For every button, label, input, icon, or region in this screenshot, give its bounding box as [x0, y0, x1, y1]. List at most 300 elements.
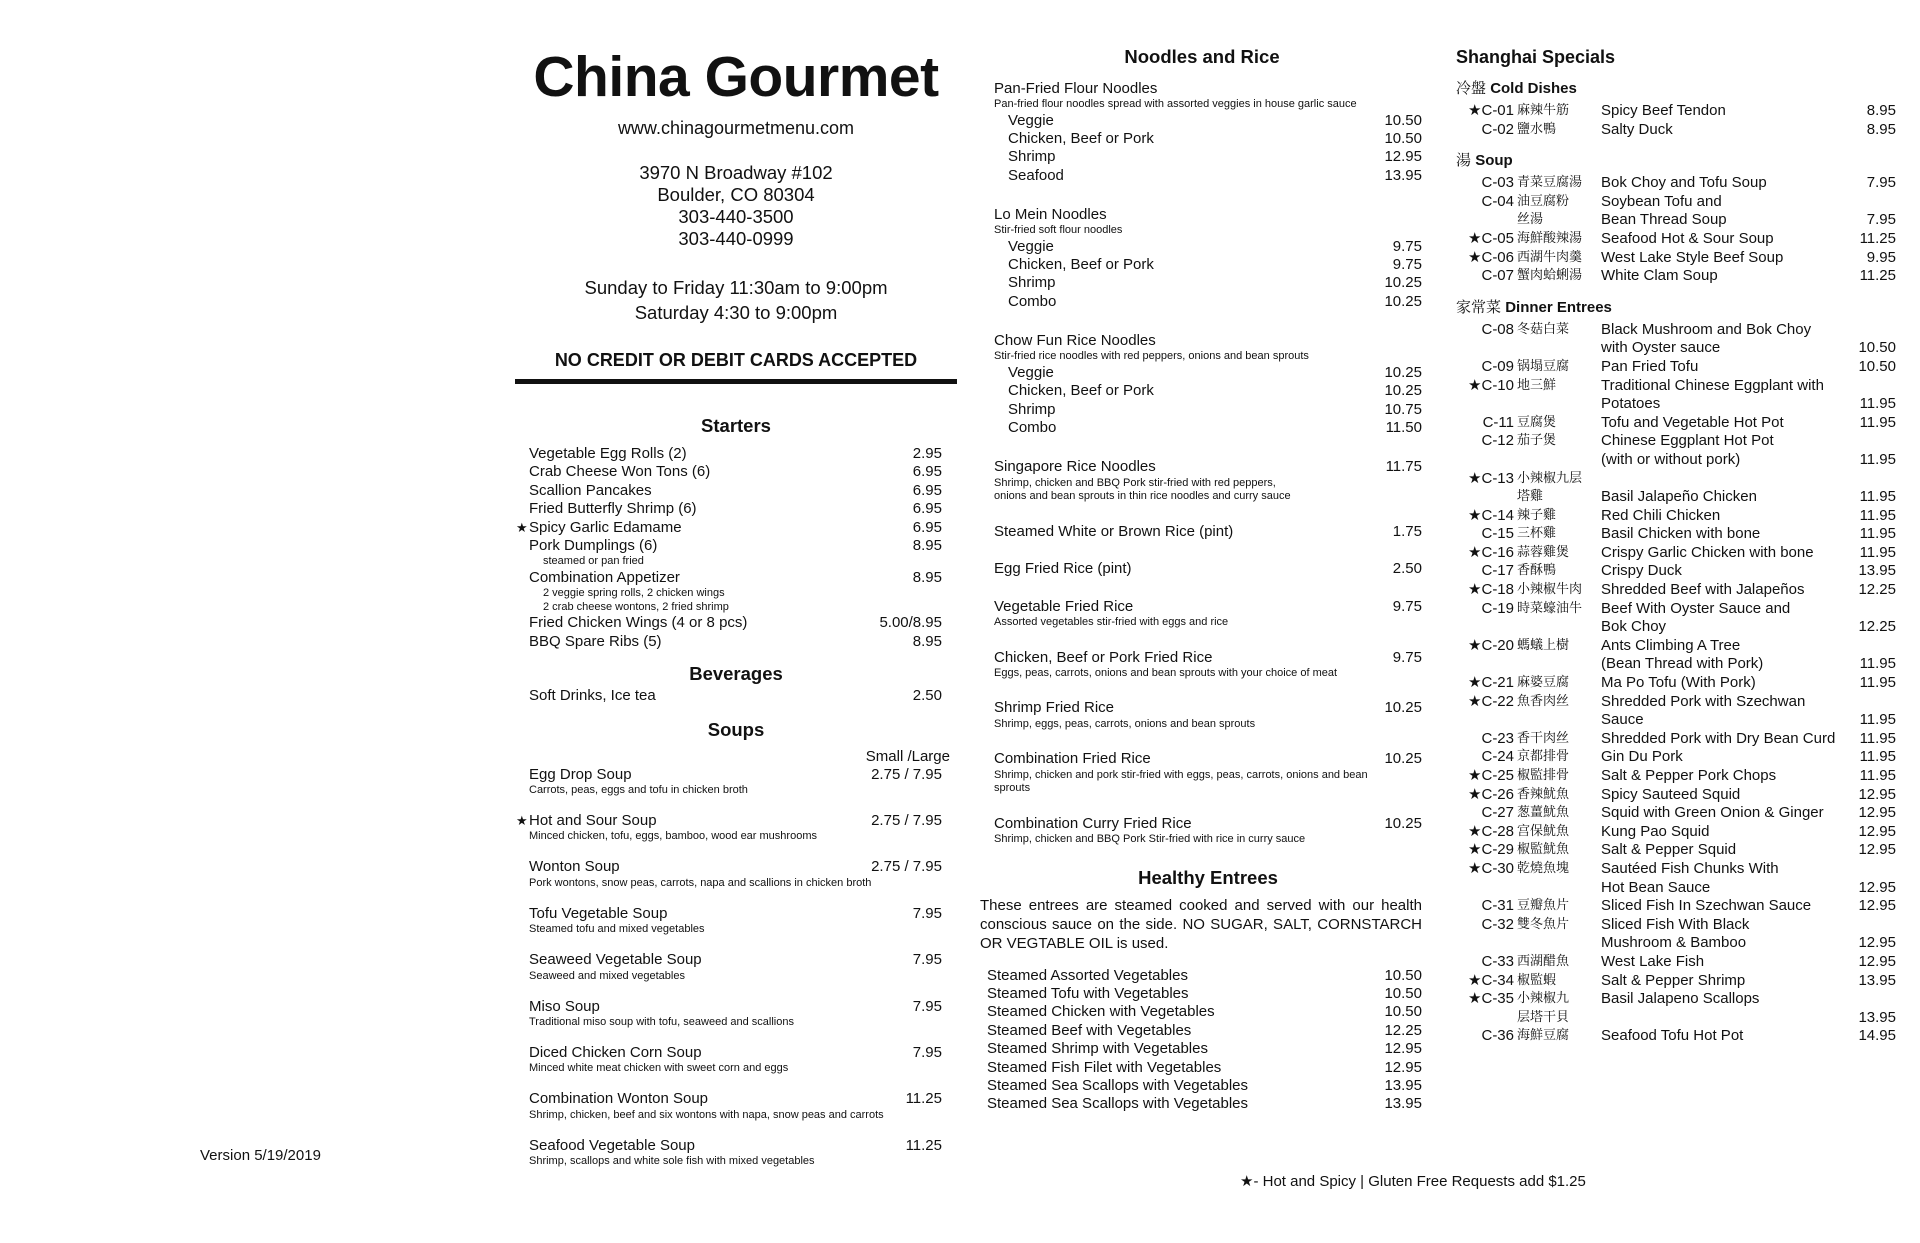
item-name-zh: 豆瓣魚片 — [1517, 898, 1570, 914]
restaurant-website: www.chinagourmetmenu.com — [617, 118, 855, 138]
item-code — [1456, 693, 1516, 712]
menu-item — [987, 1040, 1422, 1058]
soup-item — [529, 998, 942, 1030]
item-name-en: Seafood Tofu Hot Pot — [1601, 1027, 1744, 1045]
item-code — [1456, 414, 1516, 433]
item-price: 12.25 — [1384, 1021, 1422, 1039]
menu-item — [529, 482, 942, 500]
item-name-zh — [1516, 711, 1601, 730]
item-price: 12.95 — [1384, 1058, 1422, 1076]
item-name-en: Basil Chicken with bone — [1601, 525, 1761, 543]
item-name: Steamed Assorted Vegetables — [987, 966, 1188, 984]
star-icon: ★ — [1468, 822, 1482, 840]
soup-item — [516, 811, 942, 844]
item-name-zh — [1516, 934, 1601, 953]
section-title-starters: Starters — [701, 415, 771, 436]
special-item — [1456, 321, 1896, 358]
menu-item — [994, 112, 1422, 130]
special-item — [1456, 916, 1896, 953]
menu-item — [994, 401, 1422, 419]
rice-item — [994, 523, 1422, 541]
item-price: 11.50 — [1385, 418, 1422, 436]
special-item — [1456, 544, 1896, 563]
item-name-zh: 冬菇白菜 — [1517, 321, 1570, 337]
item-name: Steamed White or Brown Rice (pint) — [994, 522, 1234, 540]
item-code-text: C-23 — [1481, 729, 1514, 747]
special-item — [1456, 174, 1896, 193]
menu-item — [994, 130, 1422, 148]
item-name-en: Bean Thread Soup — [1601, 211, 1727, 229]
menu-item — [529, 633, 942, 651]
menu-item — [987, 967, 1422, 985]
item-code-text: C-06 — [1481, 248, 1514, 266]
item-price: 2.75 / 7.95 — [871, 858, 942, 876]
special-item — [1456, 897, 1896, 916]
item-name: Egg Fried Rice (pint) — [994, 560, 1132, 578]
item-price: 10.25 — [1384, 274, 1422, 292]
item-price: 8.95 — [912, 632, 942, 650]
item-name-en: Sliced Fish In Szechwan Sauce — [1601, 897, 1812, 915]
item-price: 11.95 — [1859, 413, 1896, 431]
item-name: Seaweed Vegetable Soup — [529, 951, 702, 969]
item-name-en: Salty Duck — [1601, 120, 1673, 138]
section-title-soups: Soups — [707, 718, 765, 740]
item-price: 11.95 — [1859, 450, 1896, 468]
item-price: 2.50 — [912, 687, 942, 705]
payment-notice: NO CREDIT OR DEBIT CARDS ACCEPTED — [554, 350, 918, 370]
star-icon: ★ — [1468, 636, 1482, 654]
item-name-en: Chinese Eggplant Hot Pot — [1601, 432, 1774, 450]
menu-item — [994, 256, 1422, 274]
item-code — [1456, 600, 1516, 619]
item-name-en: Crispy Duck — [1601, 562, 1682, 580]
item-name: Veggie — [1008, 363, 1054, 381]
item-code — [1456, 841, 1516, 860]
menu-item — [994, 364, 1422, 382]
menu-item — [994, 458, 1422, 476]
group-name: Lo Mein Noodles — [994, 206, 1107, 224]
item-price: 10.25 — [1384, 382, 1422, 400]
star-icon: ★ — [1468, 859, 1482, 877]
menu-item — [529, 500, 942, 518]
item-name: Vegetable Egg Rolls (2) — [529, 445, 687, 462]
item-name-zh: 葱薑魷魚 — [1517, 805, 1570, 821]
special-item — [1456, 377, 1896, 414]
item-code-text: C-16 — [1481, 543, 1514, 561]
menu-item — [994, 148, 1422, 166]
item-price: 11.95 — [1859, 674, 1896, 692]
item-code — [1456, 581, 1516, 600]
item-price: 10.50 — [1384, 1003, 1422, 1021]
item-code — [1456, 525, 1516, 544]
item-name-en: Salt & Pepper Squid — [1601, 841, 1737, 859]
item-code — [1456, 953, 1516, 972]
item-code-spacer — [1456, 711, 1516, 730]
item-code-text: C-27 — [1481, 804, 1514, 822]
special-item — [1456, 748, 1896, 767]
item-code-text: C-08 — [1481, 320, 1514, 338]
item-name-en: Basil Jalapeno Scallops — [1601, 990, 1760, 1008]
subsection-title-en: Dinner Entrees — [1505, 298, 1612, 316]
item-price: 7.95 — [912, 904, 942, 922]
item-price: 10.25 — [1384, 699, 1422, 717]
menu-item — [987, 1095, 1422, 1113]
menu-item — [987, 985, 1422, 1003]
subsection-title-en: Cold Dishes — [1490, 80, 1577, 97]
item-code — [1456, 321, 1516, 340]
item-code-text: C-24 — [1481, 748, 1514, 766]
item-name: Steamed Sea Scallops with Vegetables — [987, 1077, 1248, 1095]
special-item — [1456, 102, 1896, 121]
item-name-zh: 香辣魷魚 — [1517, 786, 1570, 802]
item-price: 13.95 — [1384, 1095, 1422, 1113]
item-code — [1456, 916, 1516, 935]
item-code-text: C-25 — [1481, 767, 1514, 784]
subsection-title — [1456, 298, 1896, 318]
special-item — [1456, 786, 1896, 805]
item-price: 9.75 — [1392, 237, 1422, 255]
item-code-spacer — [1456, 488, 1516, 507]
menu-item — [516, 518, 942, 537]
menu-item — [994, 238, 1422, 256]
item-name-zh: 麻婆豆腐 — [1517, 675, 1570, 691]
special-item — [1456, 414, 1896, 433]
item-name: Chicken, Beef or Pork — [1008, 382, 1154, 400]
item-price: 8.95 — [1866, 120, 1896, 138]
item-name-en: Sliced Fish With Black — [1601, 915, 1750, 933]
item-name-en: Mushroom & Bamboo — [1601, 934, 1747, 952]
item-price: 12.95 — [1858, 897, 1896, 915]
item-name-en: Pan Fried Tofu — [1601, 357, 1699, 375]
soup-item — [529, 905, 942, 937]
group-description: Stir-fried rice noodles with red peppers, onions and bean sprouts — [994, 350, 1309, 363]
item-name: Combination Curry Fried Rice — [994, 814, 1192, 832]
item-price: 11.95 — [1859, 729, 1896, 747]
item-name-zh: 茄子煲 — [1517, 433, 1557, 449]
subsection-title-en: Soup — [1475, 152, 1513, 170]
item-price: 6.95 — [912, 500, 942, 518]
item-price: 12.25 — [1858, 618, 1896, 636]
subsection-title-zh: 冷盤 — [1456, 80, 1487, 97]
item-name: Chicken, Beef or Pork Fried Rice — [994, 648, 1213, 666]
section-title-healthy: Healthy Entrees — [1138, 866, 1278, 888]
special-item — [1456, 990, 1896, 1027]
item-name-zh: 海鮮豆腐 — [1517, 1028, 1570, 1044]
item-name-zh — [1516, 451, 1601, 470]
soup-item — [529, 766, 942, 798]
item-price: 12.95 — [1858, 804, 1896, 822]
menu-item — [529, 445, 942, 463]
menu-item — [987, 1022, 1422, 1040]
special-item — [1456, 804, 1896, 823]
item-price: 2.50 — [1392, 560, 1422, 578]
size-header: Small /Large — [865, 747, 950, 765]
item-price: 13.95 — [1384, 166, 1422, 184]
item-name-zh: 香酥鴨 — [1517, 563, 1557, 579]
item-code — [1456, 823, 1516, 842]
item-code-spacer — [1456, 211, 1516, 230]
star-icon: ★ — [516, 519, 528, 535]
special-item — [1456, 637, 1896, 674]
special-item — [1456, 249, 1896, 268]
item-price: 12.95 — [1858, 952, 1896, 970]
star-icon: ★ — [1468, 248, 1482, 266]
healthy-section — [978, 866, 1426, 1114]
soup-item — [529, 858, 942, 890]
menu-item — [529, 1044, 942, 1062]
item-code-text: C-33 — [1481, 952, 1514, 970]
item-code — [1456, 860, 1516, 879]
shanghai-list — [1456, 79, 1896, 1046]
item-name-en: Sauce — [1601, 711, 1644, 729]
item-name-en: (Bean Thread with Pork) — [1601, 655, 1764, 673]
item-description: Minced white meat chicken with sweet corn and eggs — [529, 1062, 789, 1075]
item-code-text: C-32 — [1481, 915, 1514, 933]
menu-item — [994, 560, 1422, 578]
item-code-text: C-29 — [1481, 841, 1514, 859]
item-price: 10.50 — [1384, 966, 1422, 984]
item-price: 11.95 — [1859, 506, 1896, 524]
item-description: Steamed tofu and mixed vegetables — [529, 923, 705, 936]
item-name-en: Seafood Hot & Sour Soup — [1601, 229, 1774, 247]
item-code-text: C-18 — [1481, 581, 1514, 599]
item-price: 12.25 — [1858, 581, 1896, 599]
menu-item — [529, 687, 942, 705]
item-price: 9.75 — [1392, 256, 1422, 274]
hours-line: Saturday 4:30 to 9:00pm — [634, 302, 838, 323]
item-name-en: Black Mushroom and Bok Choy — [1601, 320, 1812, 338]
special-item — [1456, 1027, 1896, 1046]
item-name-en: Hot Bean Sauce — [1601, 878, 1711, 896]
item-name-en — [1601, 1009, 1850, 1028]
item-name: Crab Cheese Won Tons (6) — [529, 463, 711, 481]
beverages-list — [515, 687, 957, 705]
item-name-zh: 鹽水鴨 — [1517, 121, 1557, 137]
menu-item — [994, 699, 1422, 717]
star-icon: ★ — [1468, 767, 1482, 784]
star-icon: ★ — [1468, 376, 1482, 394]
item-code-text: C-03 — [1481, 174, 1514, 192]
item-name-zh: 辣子雞 — [1517, 507, 1557, 523]
item-price: 12.95 — [1858, 934, 1896, 952]
item-price: 6.95 — [912, 518, 942, 536]
item-description: Shrimp, chicken and BBQ Pork Stir-fried with rice in curry sauce — [994, 833, 1306, 846]
item-code — [1456, 897, 1516, 916]
item-name-zh: 蒜蓉雞煲 — [1517, 544, 1570, 560]
star-icon: ★ — [1468, 102, 1482, 119]
soup-item — [529, 1044, 942, 1076]
item-price: 7.95 — [1866, 174, 1896, 192]
item-name-en: Gin Du Pork — [1601, 748, 1683, 766]
special-item — [1456, 581, 1896, 600]
item-code — [1456, 990, 1516, 1009]
star-icon: ★ — [1240, 1173, 1254, 1190]
item-name-zh: 地三鮮 — [1517, 377, 1557, 393]
item-name: Steamed Shrimp with Vegetables — [987, 1040, 1208, 1058]
left-column — [515, 0, 957, 1183]
item-name-en: Sautéed Fish Chunks With — [1601, 859, 1779, 877]
special-item — [1456, 972, 1896, 991]
item-price: 5.00/8.95 — [879, 614, 942, 632]
rice-item — [994, 560, 1422, 578]
item-name-zh: 油豆腐粉 — [1517, 193, 1570, 209]
section-title-noodles: Noodles and Rice — [1124, 46, 1280, 67]
item-price: 11.95 — [1859, 488, 1896, 506]
item-code — [1456, 972, 1516, 991]
item-name-en: Traditional Chinese Eggplant with — [1601, 376, 1824, 394]
item-code-text: C-12 — [1481, 432, 1514, 450]
item-code-spacer — [1456, 451, 1516, 470]
group-description: Stir-fried soft flour noodles — [994, 224, 1123, 237]
item-description: 2 veggie spring rolls, 2 chicken wings — [543, 587, 725, 600]
item-price: 12.95 — [1858, 785, 1896, 803]
item-name-zh: 魚香肉丝 — [1517, 693, 1570, 709]
menu-item — [994, 382, 1422, 400]
item-price: 10.25 — [1384, 292, 1422, 310]
item-price: 7.95 — [912, 997, 942, 1015]
item-name: Tofu Vegetable Soup — [529, 904, 668, 922]
item-name: Spicy Garlic Edamame ★ — [516, 518, 682, 536]
item-code-text: C-36 — [1481, 1027, 1514, 1045]
item-name-en: Spicy Sauteed Squid — [1601, 785, 1741, 803]
item-code-text: C-01 — [1481, 102, 1514, 119]
menu-item — [529, 858, 942, 876]
menu-item — [529, 463, 942, 481]
item-code — [1456, 637, 1516, 656]
item-code — [1456, 470, 1516, 489]
item-name-zh: 锅塌豆腐 — [1517, 358, 1570, 374]
item-description: Shrimp, scallops and white sole fish with mixed vegetables — [529, 1155, 815, 1168]
item-name-zh: 時菜蠔油牛 — [1517, 600, 1583, 616]
item-description: Shrimp, chicken and pork stir-fried with eggs, peas, carrots, onions and bean — [994, 768, 1368, 781]
item-code — [1456, 377, 1516, 396]
menu-item — [529, 998, 942, 1016]
item-code — [1456, 193, 1516, 212]
item-price: 9.95 — [1866, 248, 1896, 266]
menu-item — [994, 598, 1422, 616]
item-name-zh: 青菜豆腐湯 — [1517, 175, 1583, 191]
item-code — [1456, 674, 1516, 693]
item-code — [1456, 249, 1516, 268]
item-description: Eggs, peas, carrots, onions and bean sprouts with your choice of meat — [994, 666, 1338, 679]
item-code — [1456, 767, 1516, 786]
item-price: 11.25 — [905, 1136, 942, 1154]
item-code — [1456, 121, 1516, 140]
item-code-text: C-35 — [1481, 990, 1514, 1008]
item-code — [1456, 544, 1516, 563]
item-code-text: C-26 — [1481, 785, 1514, 803]
item-price: 11.25 — [1859, 267, 1896, 285]
starters-list — [515, 445, 957, 651]
item-name: Chicken, Beef or Pork — [1008, 129, 1154, 147]
menu-item — [529, 569, 942, 587]
item-description: sprouts — [994, 782, 1031, 795]
item-code-text: C-21 — [1481, 674, 1514, 692]
star-icon: ★ — [1468, 674, 1482, 692]
special-item — [1456, 358, 1896, 377]
item-price: 12.95 — [1858, 822, 1896, 840]
legend-footnote — [1240, 1172, 1586, 1190]
star-icon: ★ — [1468, 971, 1482, 989]
item-code-text: C-34 — [1481, 971, 1514, 989]
star-icon: ★ — [1468, 581, 1482, 599]
group-name: Chow Fun Rice Noodles — [994, 332, 1156, 350]
item-name-zh: 层塔干貝 — [1517, 1009, 1570, 1025]
special-item — [1456, 953, 1896, 972]
item-name-en: Kung Pao Squid — [1601, 822, 1710, 840]
special-item — [1456, 674, 1896, 693]
item-price: 7.95 — [912, 1044, 942, 1061]
item-name-zh: 小辣椒牛肉 — [1517, 582, 1583, 598]
rice-item — [994, 699, 1422, 731]
item-code-text: C-14 — [1481, 506, 1514, 524]
menu-item — [529, 905, 942, 923]
item-description: Minced chicken, tofu, eggs, bamboo, wood ear mushrooms — [529, 830, 817, 843]
menu-item — [994, 274, 1422, 292]
item-name: Steamed Tofu with Vegetables — [987, 985, 1189, 1003]
noodles-list — [978, 80, 1426, 847]
middle-column — [978, 0, 1426, 1114]
item-description: steamed or pan fried — [543, 555, 644, 568]
menu-version: Version 5/19/2019 — [200, 1147, 321, 1164]
item-price: 2.75 / 7.95 — [871, 765, 942, 783]
star-icon: ★ — [1468, 229, 1482, 247]
item-code — [1456, 748, 1516, 767]
special-item — [1456, 841, 1896, 860]
item-code — [1456, 730, 1516, 749]
item-price: 10.50 — [1858, 339, 1896, 357]
item-code-text: C-11 — [1482, 413, 1514, 431]
menu-item — [994, 419, 1422, 437]
subsection-title-zh: 家常菜 — [1456, 298, 1502, 316]
item-name-en: Shredded Pork with Dry Bean Curd — [1601, 729, 1836, 747]
menu-item — [994, 649, 1422, 667]
item-code — [1456, 267, 1516, 286]
item-code-spacer — [1456, 395, 1516, 414]
item-name-en: Shredded Pork with Szechwan — [1601, 692, 1806, 710]
item-price: 11.95 — [1859, 711, 1896, 729]
item-code-spacer — [1456, 339, 1516, 358]
item-price: 12.95 — [1384, 148, 1422, 166]
item-name: Combination Appetizer — [529, 568, 680, 586]
item-name-en: West Lake Fish — [1601, 952, 1705, 970]
item-description: Shrimp, chicken, beef and six wontons with napa, snow peas and carrots — [529, 1108, 884, 1121]
item-name-zh: 蟹肉蛤蜊湯 — [1517, 268, 1583, 284]
item-name-en: Salt & Pepper Pork Chops — [1601, 767, 1777, 784]
item-description: Pork wontons, snow peas, carrots, napa and scallions in chicken broth — [529, 876, 872, 889]
item-price: 9.75 — [1392, 597, 1422, 615]
star-icon: ★ — [1468, 990, 1482, 1008]
item-name-en: West Lake Style Beef Soup — [1601, 248, 1784, 266]
rice-item — [994, 649, 1422, 681]
special-item — [1456, 860, 1896, 897]
item-name-zh — [1516, 395, 1601, 414]
healthy-intro: These entrees are steamed cooked and served with our health conscious sauce on the side. NO SUGAR, SALT, CORNSTARCH OR VEGTABLE OIL is used. — [980, 896, 1422, 952]
special-item — [1456, 121, 1896, 140]
item-description: Shrimp, chicken and BBQ Pork stir-fried with red peppers, — [994, 476, 1276, 489]
item-name: Veggie — [1008, 111, 1054, 129]
item-description: 2 crab cheese wontons, 2 fried shrimp — [543, 600, 729, 613]
item-name: Soft Drinks, Ice tea — [529, 687, 656, 705]
item-description: Seaweed and mixed vegetables — [529, 969, 685, 982]
star-icon: ★ — [1468, 841, 1482, 859]
item-code-text: C-09 — [1481, 357, 1514, 375]
menu-item — [529, 766, 942, 784]
item-name-zh: 椒監蝦 — [1517, 972, 1557, 988]
item-name: Shrimp Fried Rice — [994, 699, 1115, 717]
item-code — [1456, 358, 1516, 377]
item-code-text: C-07 — [1481, 267, 1514, 285]
